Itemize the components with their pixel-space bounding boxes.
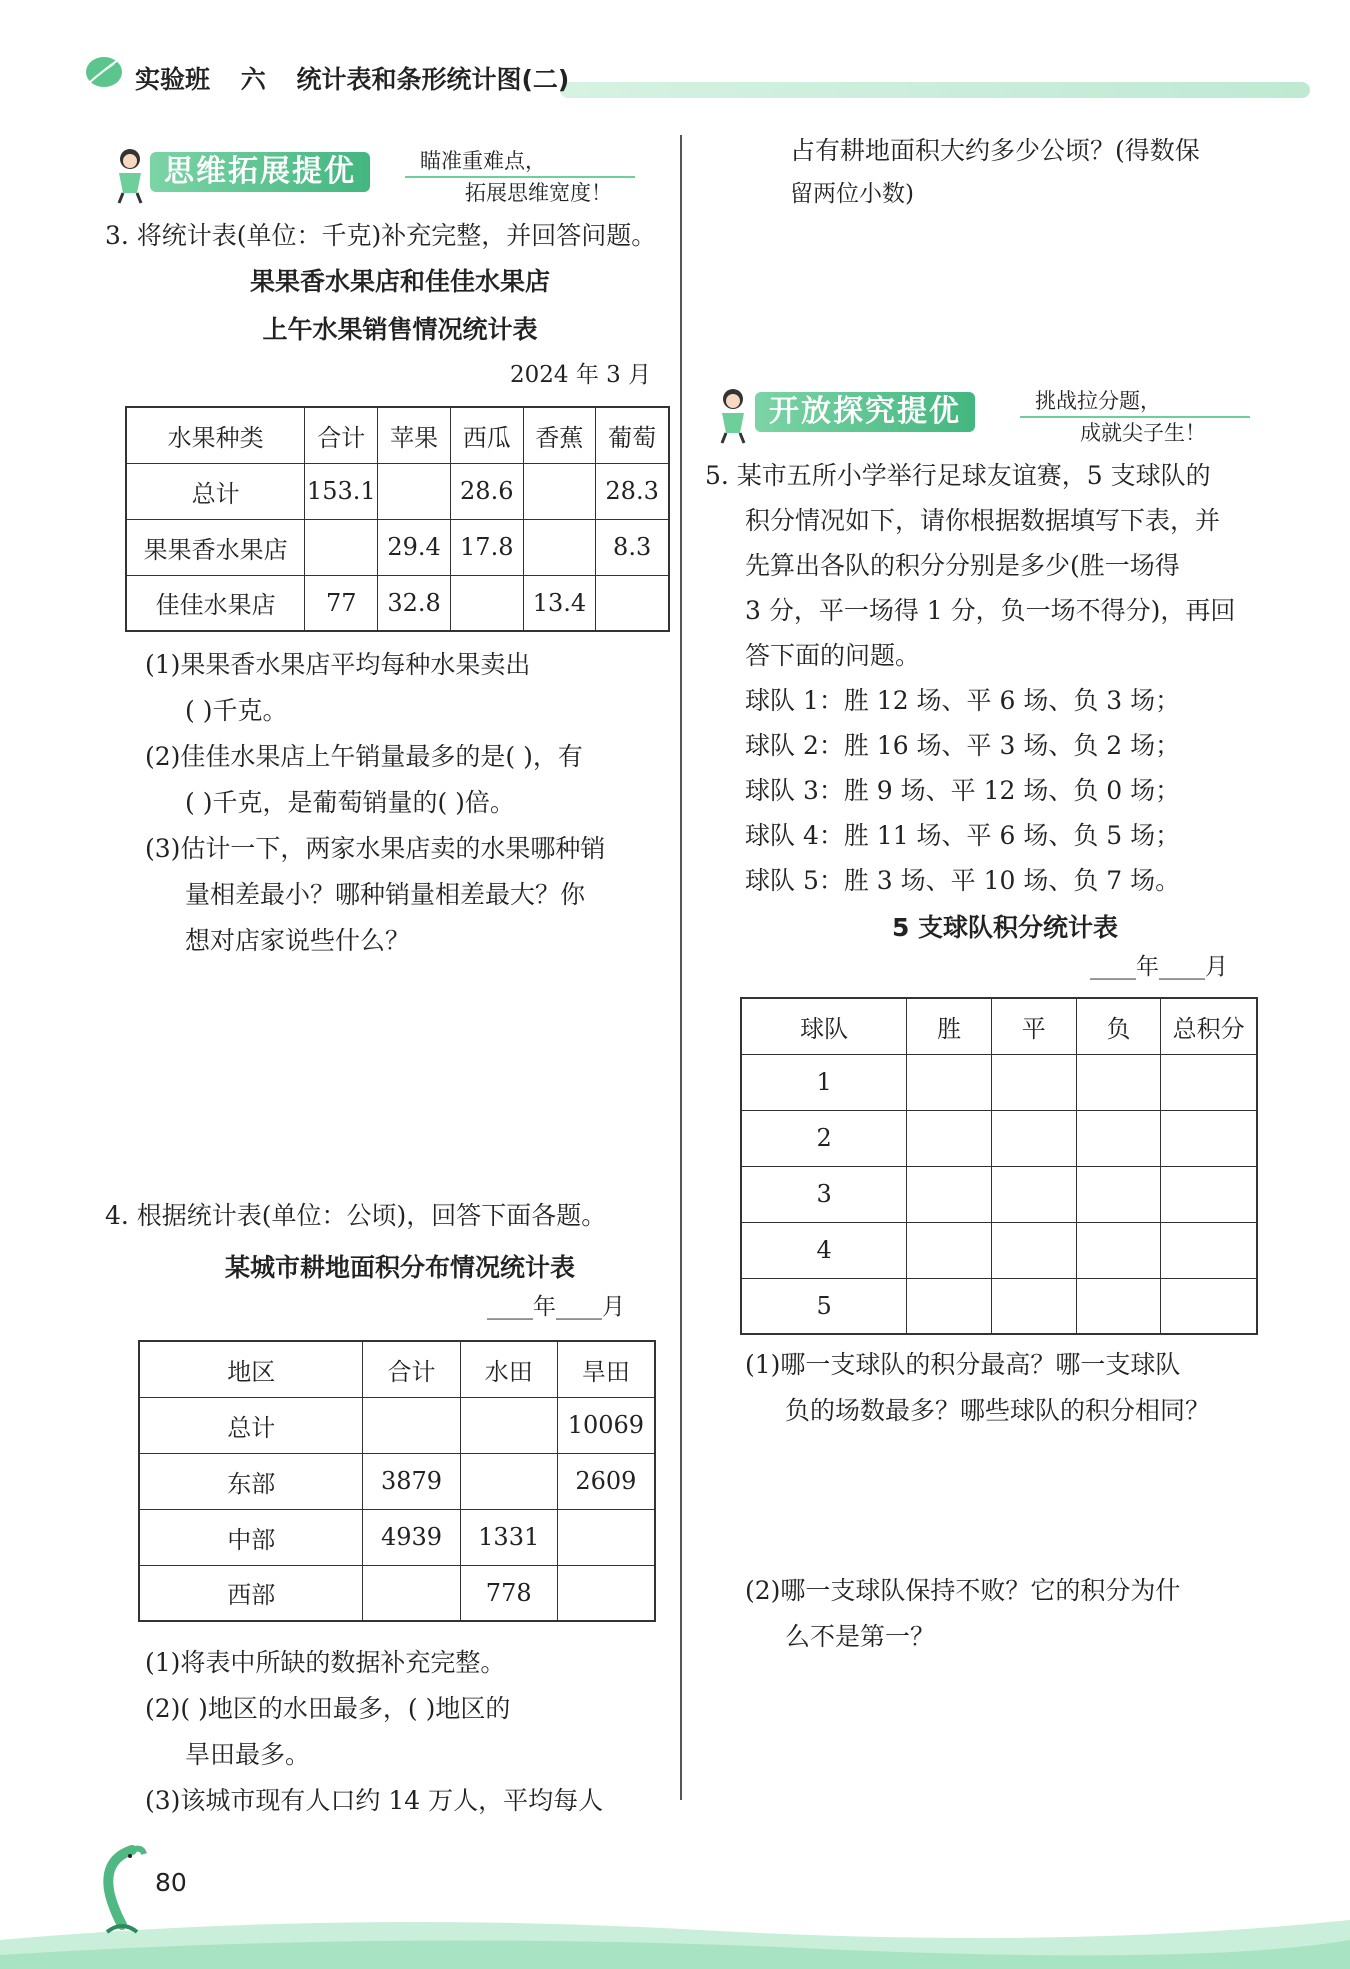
section-note-2: 拓展思维宽度！	[465, 181, 612, 205]
q3-date: 2024 年 3 月	[510, 362, 652, 388]
blank-answer-cell	[991, 1278, 1076, 1334]
q5-team-score-table	[740, 997, 1258, 1335]
table-cell	[557, 1565, 655, 1621]
blank-answer-cell	[1076, 1054, 1161, 1110]
table-cell: 总计	[126, 463, 305, 519]
q4-header-cell: 合计	[363, 1341, 460, 1397]
q3-header-cell: 苹果	[378, 407, 451, 463]
q3-part1-a: (1)果果香水果店平均每种水果卖出	[145, 650, 531, 679]
q4-stem: 4. 根据统计表(单位：公顷)，回答下面各题。	[105, 1201, 607, 1230]
section-note-2: 成就尖子生！	[1080, 421, 1206, 445]
table-cell	[378, 463, 451, 519]
section-badge-thinking: 思维拓展提优	[150, 152, 370, 192]
table-row	[126, 519, 669, 575]
q4-part3-a: (3)该城市现有人口约 14 万人，平均每人	[145, 1786, 604, 1815]
q4-header-cell: 旱田	[557, 1341, 655, 1397]
dolphin-icon	[92, 1840, 152, 1940]
table-cell: 153.1	[305, 463, 378, 519]
table-row	[741, 1110, 1257, 1166]
q5-team-line: 球队 4：胜 11 场、平 6 场、负 5 场；	[745, 821, 1181, 850]
table-cell	[523, 519, 596, 575]
table-cell: 10069	[557, 1397, 655, 1453]
q3-stem: 3. 将统计表(单位：千克)补充完整，并回答问题。	[105, 221, 657, 250]
q5-stem-1: 5. 某市五所小学举行足球友谊赛，5 支球队的	[705, 461, 1211, 490]
q5-table-title: 5 支球队积分统计表	[891, 913, 1119, 942]
q3-part3-c: 想对店家说些什么？	[185, 926, 411, 955]
table-row	[741, 1054, 1257, 1110]
blank-answer-cell	[1076, 1222, 1161, 1278]
team-number-cell: 2	[741, 1110, 907, 1166]
table-cell: 1331	[460, 1509, 557, 1565]
table-row	[741, 1278, 1257, 1334]
q3-part2-b: ( )千克，是葡萄销量的( )倍。	[185, 788, 515, 817]
q3-header-cell: 水果种类	[126, 407, 305, 463]
q5-part1-b: 负的场数最多？哪些球队的积分相同？	[785, 1396, 1211, 1425]
q5-team-line: 球队 2：胜 16 场、平 3 场、负 2 场；	[745, 731, 1181, 760]
q3-part3-b: 量相差最小？哪种销量相差最大？你	[185, 880, 586, 909]
table-row	[139, 1453, 655, 1509]
table-cell	[363, 1565, 460, 1621]
table-cell: 东部	[139, 1453, 363, 1509]
blank-answer-cell	[1161, 1278, 1257, 1334]
header-band	[560, 82, 1310, 98]
blank-answer-cell	[1076, 1278, 1161, 1334]
q3-title-line2: 上午水果销售情况统计表	[262, 315, 538, 344]
blank-answer-cell	[1161, 1054, 1257, 1110]
table-cell: 28.3	[596, 463, 669, 519]
blank-answer-cell	[1076, 1166, 1161, 1222]
q4-part3-b: 占有耕地面积大约多少公顷？(得数保	[790, 136, 1200, 165]
q3-part2-a: (2)佳佳水果店上午销量最多的是( )，有	[145, 742, 583, 771]
student-figure-icon	[105, 145, 155, 205]
table-cell	[523, 463, 596, 519]
table-cell	[460, 1397, 557, 1453]
table-row	[741, 1222, 1257, 1278]
q4-part2-b: 旱田最多。	[185, 1740, 311, 1769]
q3-header-cell: 香蕉	[523, 407, 596, 463]
table-cell: 17.8	[450, 519, 523, 575]
blank-answer-cell	[907, 1054, 992, 1110]
q5-part2-a: (2)哪一支球队保持不败？它的积分为什	[745, 1576, 1181, 1605]
q5-stem-4: 3 分，平一场得 1 分，负一场不得分)，再回	[745, 596, 1236, 625]
badge-underline	[1020, 416, 1250, 418]
blank-answer-cell	[1161, 1166, 1257, 1222]
table-cell	[363, 1397, 460, 1453]
q5-header-cell: 负	[1076, 998, 1161, 1054]
q5-header-cell: 球队	[741, 998, 907, 1054]
table-row	[126, 575, 669, 631]
blank-answer-cell	[991, 1110, 1076, 1166]
blank-answer-cell	[1161, 1110, 1257, 1166]
section-badge-explore: 开放探究提优	[755, 392, 975, 432]
q5-stem-3: 先算出各队的积分分别是多少(胜一场得	[745, 551, 1180, 580]
q3-fruit-table	[125, 406, 670, 632]
table-cell: 778	[460, 1565, 557, 1621]
q4-part3-c: 留两位小数)	[790, 181, 914, 207]
q5-team-line: 球队 5：胜 3 场、平 10 场、负 7 场。	[745, 866, 1181, 895]
student-figure-icon	[708, 385, 758, 445]
blank-answer-cell	[991, 1166, 1076, 1222]
table-row	[139, 1509, 655, 1565]
series-name: 实验班	[135, 65, 211, 94]
q5-stem-5: 答下面的问题。	[745, 641, 921, 670]
table-cell: 77	[305, 575, 378, 631]
team-number-cell: 1	[741, 1054, 907, 1110]
q3-header-cell: 合计	[305, 407, 378, 463]
q5-part1-a: (1)哪一支球队的积分最高？哪一支球队	[745, 1350, 1181, 1379]
q5-header-cell: 胜	[907, 998, 992, 1054]
unit-number: 六	[240, 65, 266, 94]
team-number-cell: 5	[741, 1278, 907, 1334]
table-cell	[596, 575, 669, 631]
table-cell: 佳佳水果店	[126, 575, 305, 631]
blank-answer-cell	[1161, 1222, 1257, 1278]
q5-team-line: 球队 1：胜 12 场、平 6 场、负 3 场；	[745, 686, 1181, 715]
q4-part2-a: (2)( )地区的水田最多，( )地区的	[145, 1694, 511, 1723]
table-cell: 32.8	[378, 575, 451, 631]
blank-answer-cell	[907, 1278, 992, 1334]
table-cell: 总计	[139, 1397, 363, 1453]
q5-stem-2: 积分情况如下，请你根据数据填写下表，并	[745, 506, 1221, 535]
page-number: 80	[155, 1868, 187, 1897]
q3-part3-a: (3)估计一下，两家水果店卖的水果哪种销	[145, 834, 606, 863]
blank-answer-cell	[907, 1222, 992, 1278]
table-row	[139, 1565, 655, 1621]
table-cell: 西部	[139, 1565, 363, 1621]
q4-header-cell: 水田	[460, 1341, 557, 1397]
table-row	[139, 1397, 655, 1453]
table-cell: 8.3	[596, 519, 669, 575]
blank-answer-cell	[1076, 1110, 1161, 1166]
column-divider	[680, 135, 682, 1800]
table-cell	[460, 1453, 557, 1509]
footer-wave	[0, 1900, 1350, 1969]
table-cell: 29.4	[378, 519, 451, 575]
q3-part1-b: ( )千克。	[185, 696, 288, 725]
table-row	[741, 1166, 1257, 1222]
q5-team-line: 球队 3：胜 9 场、平 12 场、负 0 场；	[745, 776, 1181, 805]
badge-underline	[405, 176, 635, 178]
blank-answer-cell	[907, 1166, 992, 1222]
q3-title-line1: 果果香水果店和佳佳水果店	[249, 267, 550, 296]
q4-part1: (1)将表中所缺的数据补充完整。	[145, 1648, 506, 1677]
q5-header-cell: 平	[991, 998, 1076, 1054]
table-cell: 13.4	[523, 575, 596, 631]
table-cell: 28.6	[450, 463, 523, 519]
q4-date: ____年____月	[487, 1294, 625, 1320]
section-note-1: 瞄准重难点，	[420, 149, 546, 173]
q5-header-cell: 总积分	[1161, 998, 1257, 1054]
table-cell: 中部	[139, 1509, 363, 1565]
chapter-title: 统计表和条形统计图(二)	[296, 65, 570, 94]
blank-answer-cell	[991, 1054, 1076, 1110]
blank-answer-cell	[991, 1222, 1076, 1278]
q3-header-cell: 西瓜	[450, 407, 523, 463]
blank-answer-cell	[907, 1110, 992, 1166]
team-number-cell: 4	[741, 1222, 907, 1278]
page-header	[135, 60, 591, 96]
table-cell	[305, 519, 378, 575]
q4-title: 某城市耕地面积分布情况统计表	[224, 1253, 575, 1282]
q3-header-cell: 葡萄	[596, 407, 669, 463]
table-cell: 2609	[557, 1453, 655, 1509]
q4-header-cell: 地区	[139, 1341, 363, 1397]
team-number-cell: 3	[741, 1166, 907, 1222]
table-row	[126, 463, 669, 519]
section-note-1: 挑战拉分题，	[1035, 389, 1161, 413]
table-cell: 4939	[363, 1509, 460, 1565]
table-cell: 果果香水果店	[126, 519, 305, 575]
table-cell	[557, 1509, 655, 1565]
leaf-icon	[84, 52, 124, 92]
q5-part2-b: 么不是第一？	[785, 1622, 936, 1651]
q5-date: ____年____月	[1090, 954, 1228, 980]
q4-farmland-table	[138, 1340, 656, 1622]
table-cell	[450, 575, 523, 631]
table-cell: 3879	[363, 1453, 460, 1509]
